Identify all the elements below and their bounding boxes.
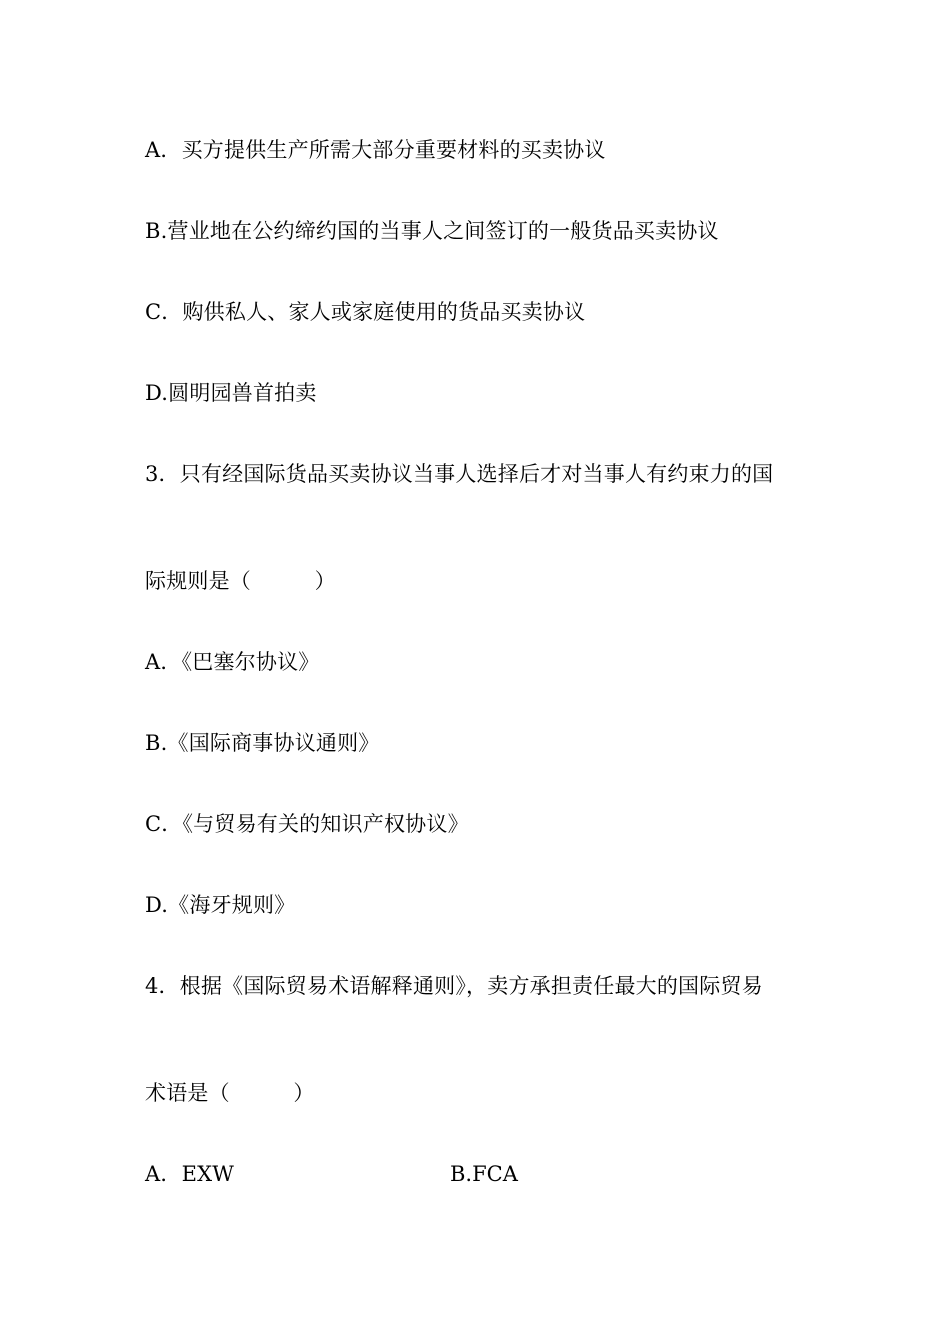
q3-option-c: C．《与贸易有关的知识产权协议》 xyxy=(145,812,469,836)
q2-option-a: A．买方提供生产所需大部分重要材料的买卖协议 xyxy=(145,138,606,162)
q4-option-b: B.FCA xyxy=(450,1162,518,1186)
q3-stem-line2: 际规则是（ ） xyxy=(145,569,336,593)
q2-option-b: B.营业地在公约缔约国的当事人之间签订的一般货品买卖协议 xyxy=(145,219,719,243)
q3-option-b: B.《国际商事协议通则》 xyxy=(145,731,380,755)
q3-option-d: D.《海牙规则》 xyxy=(145,893,296,917)
q3-stem-line1: 3．只有经国际货品买卖协议当事人选择后才对当事人有约束力的国 xyxy=(145,462,774,486)
q4-stem-line2: 术语是（ ） xyxy=(145,1081,315,1105)
q3-option-a: A．《巴塞尔协议》 xyxy=(145,650,320,674)
q2-option-d: D.圆明园兽首拍卖 xyxy=(145,381,317,405)
q4-stem-line1: 4．根据《国际贸易术语解释通则》，卖方承担责任最大的国际贸易 xyxy=(145,974,763,998)
q2-option-c: C．购供私人、家人或家庭使用的货品买卖协议 xyxy=(145,300,586,324)
q4-option-a: A．EXW xyxy=(145,1162,235,1186)
